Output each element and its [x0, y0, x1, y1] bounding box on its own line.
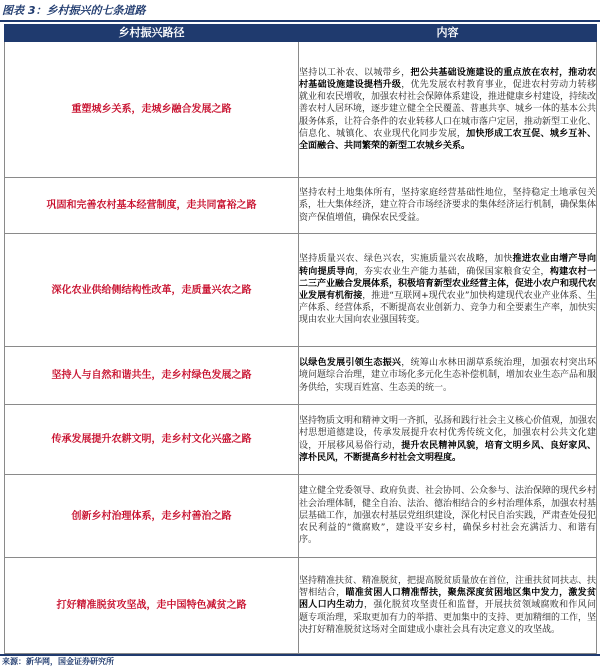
row-path: 坚持人与自然和谐共生，走乡村绿色发展之路 — [5, 347, 299, 405]
row-path: 打好精准脱贫攻坚战，走中国特色减贫之路 — [5, 558, 299, 654]
content-segment-bold: 瞄准贫困人口精准帮扶，聚焦深度贫困地区集中发力，激发贫困人口内生动力 — [299, 588, 596, 611]
content-segment: ，优先发展农村教育事业，促进农村劳动力转移就业和农民增收，加强农村社会保障体系建设，推进健康乡村建设，持续改善农村人居环境，逐步建立健全全民覆盖、普惠共享、城乡一体的基本公共服务体系，让符合条件的农业转移人口在城市落户定居，推动新型工业化、信息化、城镇化、农业现代化同步发展， — [299, 79, 597, 139]
content-segment: 坚持质量兴农、绿色兴农，实施质量兴农战略，加快 — [299, 254, 513, 265]
row-path: 重塑城乡关系，走城乡融合发展之路 — [5, 42, 299, 178]
content-segment-bold: 提升农民精神风貌，培育文明乡风、良好家风、淳朴民风，不断提高乡村社会文明程度。 — [299, 440, 596, 463]
content-segment: ，推进“互联网+现代农业”加快构建现代农业产业体系、生产体系、经营体系，不断提高农业创新力、竞争力和全要素生产率，加快实现由农业大国向农业强国转变。 — [299, 291, 597, 326]
content-segment: 坚持农村土地集体所有，坚持家庭经营基础性地位，坚持稳定土地承包关系，壮大集体经济，建立符合市场经济要求的集体经济运行机制，确保集体资产保值增值，确保农民受益。 — [299, 188, 597, 223]
header-content: 内容 — [299, 25, 597, 42]
row-content — [299, 558, 597, 654]
content-segment: 坚持以工补农、以城带乡， — [299, 67, 411, 78]
rural-revitalization-table — [4, 24, 597, 654]
table-row — [5, 234, 597, 347]
row-content — [299, 234, 597, 347]
figure-title: 图表 3：乡村振兴的七条道路 — [2, 4, 146, 17]
table-row — [5, 405, 597, 475]
row-content — [299, 405, 597, 475]
row-path: 深化农业供给侧结构性改革，走质量兴农之路 — [5, 234, 299, 347]
content-segment-bold: 以绿色发展引领生态振兴 — [299, 358, 402, 369]
table-row — [5, 42, 597, 178]
row-path: 创新乡村治理体系，走乡村善治之路 — [5, 475, 299, 558]
content-segment-bold: 构建农村一二三产业融合发展体系，积极培育新型农业经营主体，促进小农户和现代农业发展有机衔接 — [299, 266, 597, 301]
title-divider — [0, 20, 600, 22]
header-path: 乡村振兴路径 — [5, 25, 299, 42]
source-note: 来源：新华网，国金证券研究所 — [2, 657, 114, 666]
row-path: 巩固和完善农村基本经营制度，走共同富裕之路 — [5, 178, 299, 234]
content-segment: ，强化脱贫攻坚责任和监督，开展扶贫领域腐败和作风问题专项治理，采取更加有力的举措、更加集中的支持、更加精细的工作，坚决打好精准脱贫这场对全面建成小康社会具有决定意义的攻坚战。 — [299, 600, 597, 635]
row-content — [299, 347, 597, 405]
row-content — [299, 42, 597, 178]
content-segment-bold: 把公共基础设施建设的重点放在农村，推动农村基础设施建设提档升级 — [299, 67, 596, 90]
content-segment-bold: 加快形成工农互促、城乡互补、全面融合、共同繁荣的新型工农城乡关系。 — [299, 128, 596, 151]
content-segment: ，统筹山水林田湖草系统治理，加强农村突出环境问题综合治理，建立市场化多元化生态补偿机制，增加农业生态产品和服务供给，实现百姓富、生态美的统一。 — [299, 358, 597, 393]
content-segment: 坚持精准扶贫、精准脱贫，把提高脱贫质量放在首位，注重扶贫同扶志、扶智相结合， — [299, 575, 597, 599]
content-segment: ，夯实农业生产能力基础，确保国家粮食安全， — [354, 266, 550, 277]
content-segment-bold: 推进农业由增产导向转向提质导向 — [299, 254, 596, 277]
table-row — [5, 178, 597, 234]
table-header-row — [5, 25, 597, 42]
content-segment: 坚持物质文明和精神文明一齐抓，弘扬和践行社会主义核心价值观，加强农村思想道德建设，传承发展提升农村优秀传统文化，加强农村公共文化建设，开展移风易俗行动， — [299, 416, 597, 451]
content-segment: 建立健全党委领导、政府负责、社会协同、公众参与、法治保障的现代乡村社会治理体制，健全自治、法治、德治相结合的乡村治理体系，加强农村基层基础工作，加强农村基层党组织建设，深化村民自治实践，严肃查处侵犯农民利益的“微腐败”，建设平安乡村，确保乡村社会充满活力、和谐有序。 — [299, 486, 597, 546]
table-row — [5, 475, 597, 558]
row-path: 传承发展提升农耕文明，走乡村文化兴盛之路 — [5, 405, 299, 475]
row-content — [299, 475, 597, 558]
row-content — [299, 178, 597, 234]
table-row — [5, 558, 597, 654]
table-row — [5, 347, 597, 405]
